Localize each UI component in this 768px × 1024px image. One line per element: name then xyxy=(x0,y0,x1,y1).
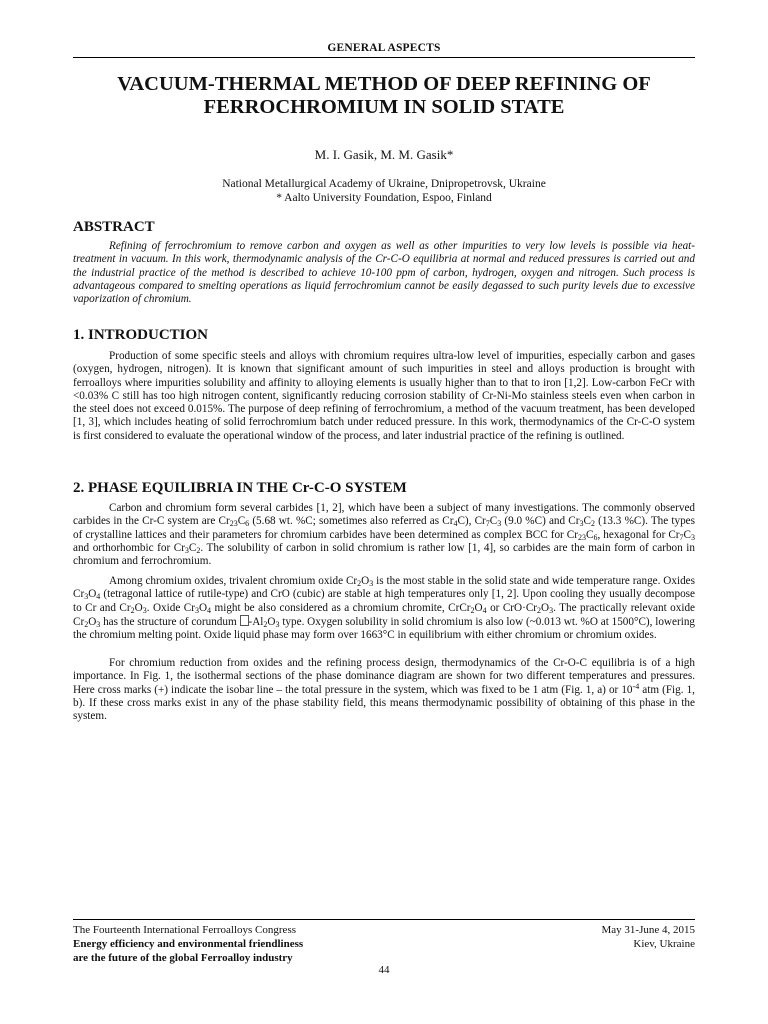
subscript: 2 xyxy=(590,519,595,529)
formula-element: C xyxy=(188,541,197,554)
page-number: 44 xyxy=(378,964,390,976)
abstract-heading: ABSTRACT xyxy=(73,219,155,235)
text-run: , hexagonal for Cr xyxy=(597,528,680,541)
subscript: 4 xyxy=(207,605,212,615)
text-run: Among chromium oxides, trivalent chromium oxide Cr xyxy=(109,575,358,587)
intro-heading: 1. INTRODUCTION xyxy=(73,327,209,343)
formula-element: C xyxy=(683,528,691,541)
subscript: 2 xyxy=(130,605,135,615)
footer-rule xyxy=(73,919,695,920)
text-run: type. Oxygen solubility in solid chromium is also low (~0.013 wt. %O at 1500°C), lowering the chromium melting point. Oxide liquid phase may form over 1663°C in equilibrium with either chromium or chromium oxides. xyxy=(73,615,696,642)
subscript: 2 xyxy=(263,619,268,629)
text-run: or CrO·Cr xyxy=(486,601,538,614)
subscript: 3 xyxy=(184,545,189,555)
formula-element: C xyxy=(489,515,498,528)
running-header: GENERAL ASPECTS xyxy=(327,42,441,54)
subscript: 7 xyxy=(679,532,684,542)
intro-text: Production of some specific steels and alloys with chromium requires ultra-low level of impurities, especially carbon and gases (oxygen, hydrogen, nitrogen). It is known that significant amount of such impurities in steel and alloys production is brought with ferroalloys where impurities solubility and affinity to alloying elements is usually higher than to that to iron [1,2]. Low-carbon FeCr with <0.03% C still has too high nitrogen content, significantly reducing corrosion stability of Cr-Ni-Mo stainless steels even when carbon in the steel does not exceed 0.015%. The purpose of deep refining of ferrochromium, a method of the vacuum treatment, has been developed [1, 3], which includes heating of solid ferrochromium batch under reduced pressure. In this work, thermodynamics of the Cr-C-O system is first considered to evaluate the operational window of the process, and later industrial practice of the refining is outlined. xyxy=(73,350,695,442)
subscript: 3 xyxy=(84,592,89,602)
text-run: (tetragonal lattice of rutile-type) and CrO (cubic) are stable at high temperatures only [1, 2]. Upon cooling they usually decompose to Cr and Cr xyxy=(73,588,695,614)
subscript: 4 xyxy=(96,592,101,602)
affiliation-2: * Aalto University Foundation, Espoo, Finland xyxy=(276,192,492,204)
text-run: (13.3 %C). The types of crystalline lattices and their parameters for chromium carbides have been determined as complex BCC for Cr xyxy=(73,515,696,541)
subscript: 3 xyxy=(691,532,695,542)
text-run: and orthorhombic for Cr xyxy=(73,541,185,554)
formula-element: C xyxy=(237,515,246,528)
text-run: C), Cr xyxy=(457,515,486,528)
formula-element: O xyxy=(88,588,97,601)
text-run: atm (Fig. 1, b). If these cross marks exist in any of the phase stability field, this means thermodynamic possibility of obtaining of this phase in the system. xyxy=(73,683,695,723)
phase-paragraph-1 xyxy=(73,502,695,568)
subscript: 2 xyxy=(84,619,89,629)
phase-heading: 2. PHASE EQUILIBRIA IN THE Cr-C-O SYSTEM xyxy=(73,480,407,496)
conference-name: The Fourteenth International Ferroalloys Congress xyxy=(73,924,297,936)
subscript: 23 xyxy=(229,519,238,529)
subscript: 6 xyxy=(245,519,250,529)
congress-slogan-1: Energy efficiency and environmental friendliness xyxy=(73,938,304,950)
text-run: (5.68 wt. %C; sometimes also referred as Cr xyxy=(249,515,454,528)
title-line-2: FERROCHROMIUM IN SOLID STATE xyxy=(203,96,565,118)
subscript: 3 xyxy=(497,519,502,529)
subscript: 3 xyxy=(369,579,374,588)
text-run: . The practically relevant oxide Cr xyxy=(73,601,696,628)
formula-element: O xyxy=(361,575,370,587)
text-run: Carbon and chromium form several carbides [1, 2], which have been a subject of many investigations. The commonly observed carbides in the Cr-C system are Cr xyxy=(73,502,695,528)
formula-element: O xyxy=(198,601,208,614)
author-list: M. I. Gasik, M. M. Gasik* xyxy=(314,147,454,162)
subscript: 3 xyxy=(96,619,101,629)
paper-title xyxy=(73,73,695,119)
subscript: 2 xyxy=(357,579,362,588)
subscript: 2 xyxy=(196,545,201,555)
formula-element: O xyxy=(88,615,97,628)
subscript: 7 xyxy=(485,519,490,529)
text-run: For chromium reduction from oxides and the refining process design, thermodynamics of the Cr-O-C equilibria is of a high importance. In Fig. 1, the isothermal sections of the phase dominance diagram are shown for two different temperatures and pressures. Here cross marks (+) indicate the isobar line – the total pressure in the system, which was fixed to be 1 atm (Fig. 1, a) or 10 xyxy=(73,657,695,696)
footer-date-location xyxy=(602,923,696,951)
text-run: (9.0 %C) and Cr xyxy=(501,515,580,528)
subscript: 3 xyxy=(549,605,554,615)
subscript: 3 xyxy=(579,519,584,529)
subscript: 4 xyxy=(482,605,487,615)
text-run: . Oxide Cr xyxy=(146,601,195,614)
affiliations xyxy=(73,177,695,205)
conference-dates: May 31-June 4, 2015 xyxy=(601,924,695,936)
abstract-text: Refining of ferrochromium to remove carbon and oxygen as well as other impurities to very low levels is possible via heat-treatment in vacuum. In this work, thermodynamic analysis of the Cr-C-O equilibria at normal and reduced pressures is carried out and the industrial practice of the method is described to achieve 10-100 ppm of carbon, hydrogen, oxygen and nitrogen. Such process is advantageous compared to smelting operations as liquid ferrochromium cannot be easily degassed to such purity levels due to excessive vaporization of chromium. xyxy=(73,240,695,306)
text-run: . The solubility of carbon in solid chromium is rather low [1, 4], so carbides are the main form of carbon in chromium and ferrochromium. xyxy=(73,541,695,568)
formula-element: C xyxy=(585,528,594,541)
text-run: has the structure of corundum xyxy=(100,615,240,628)
text-run: -Al xyxy=(248,615,264,628)
phase-paragraph-3 xyxy=(73,657,695,723)
subscript: 3 xyxy=(275,619,280,629)
formula-element: O xyxy=(474,601,483,614)
missing-glyph-icon xyxy=(240,615,249,626)
subscript: 2 xyxy=(470,605,475,615)
text-run: is the most stable in the solid state and wide temperature range. Oxides Cr xyxy=(73,575,695,601)
text-run: might be also considered as a chromium chromite, CrCr xyxy=(211,601,471,614)
subscript: 23 xyxy=(577,532,586,542)
formula-element: O xyxy=(541,601,550,614)
subscript: 6 xyxy=(593,532,598,542)
formula-element: O xyxy=(267,615,276,628)
congress-slogan-2: are the future of the global Ferroalloy industry xyxy=(73,952,293,964)
superscript: -4 xyxy=(632,681,640,691)
title-line-1: VACUUM-THERMAL METHOD OF DEEP REFINING OF xyxy=(117,73,651,95)
header-rule xyxy=(73,57,695,58)
subscript: 4 xyxy=(453,519,458,529)
formula-element: O xyxy=(134,601,143,614)
formula-element: C xyxy=(583,515,591,528)
phase-paragraph-2 xyxy=(73,575,695,642)
affiliation-1: National Metallurgical Academy of Ukraine, Dnipropetrovsk, Ukraine xyxy=(222,178,546,190)
footer-conference xyxy=(73,923,303,965)
subscript: 3 xyxy=(194,605,199,615)
conference-location: Kiev, Ukraine xyxy=(633,938,695,950)
subscript: 2 xyxy=(537,605,542,615)
subscript: 3 xyxy=(142,605,147,615)
